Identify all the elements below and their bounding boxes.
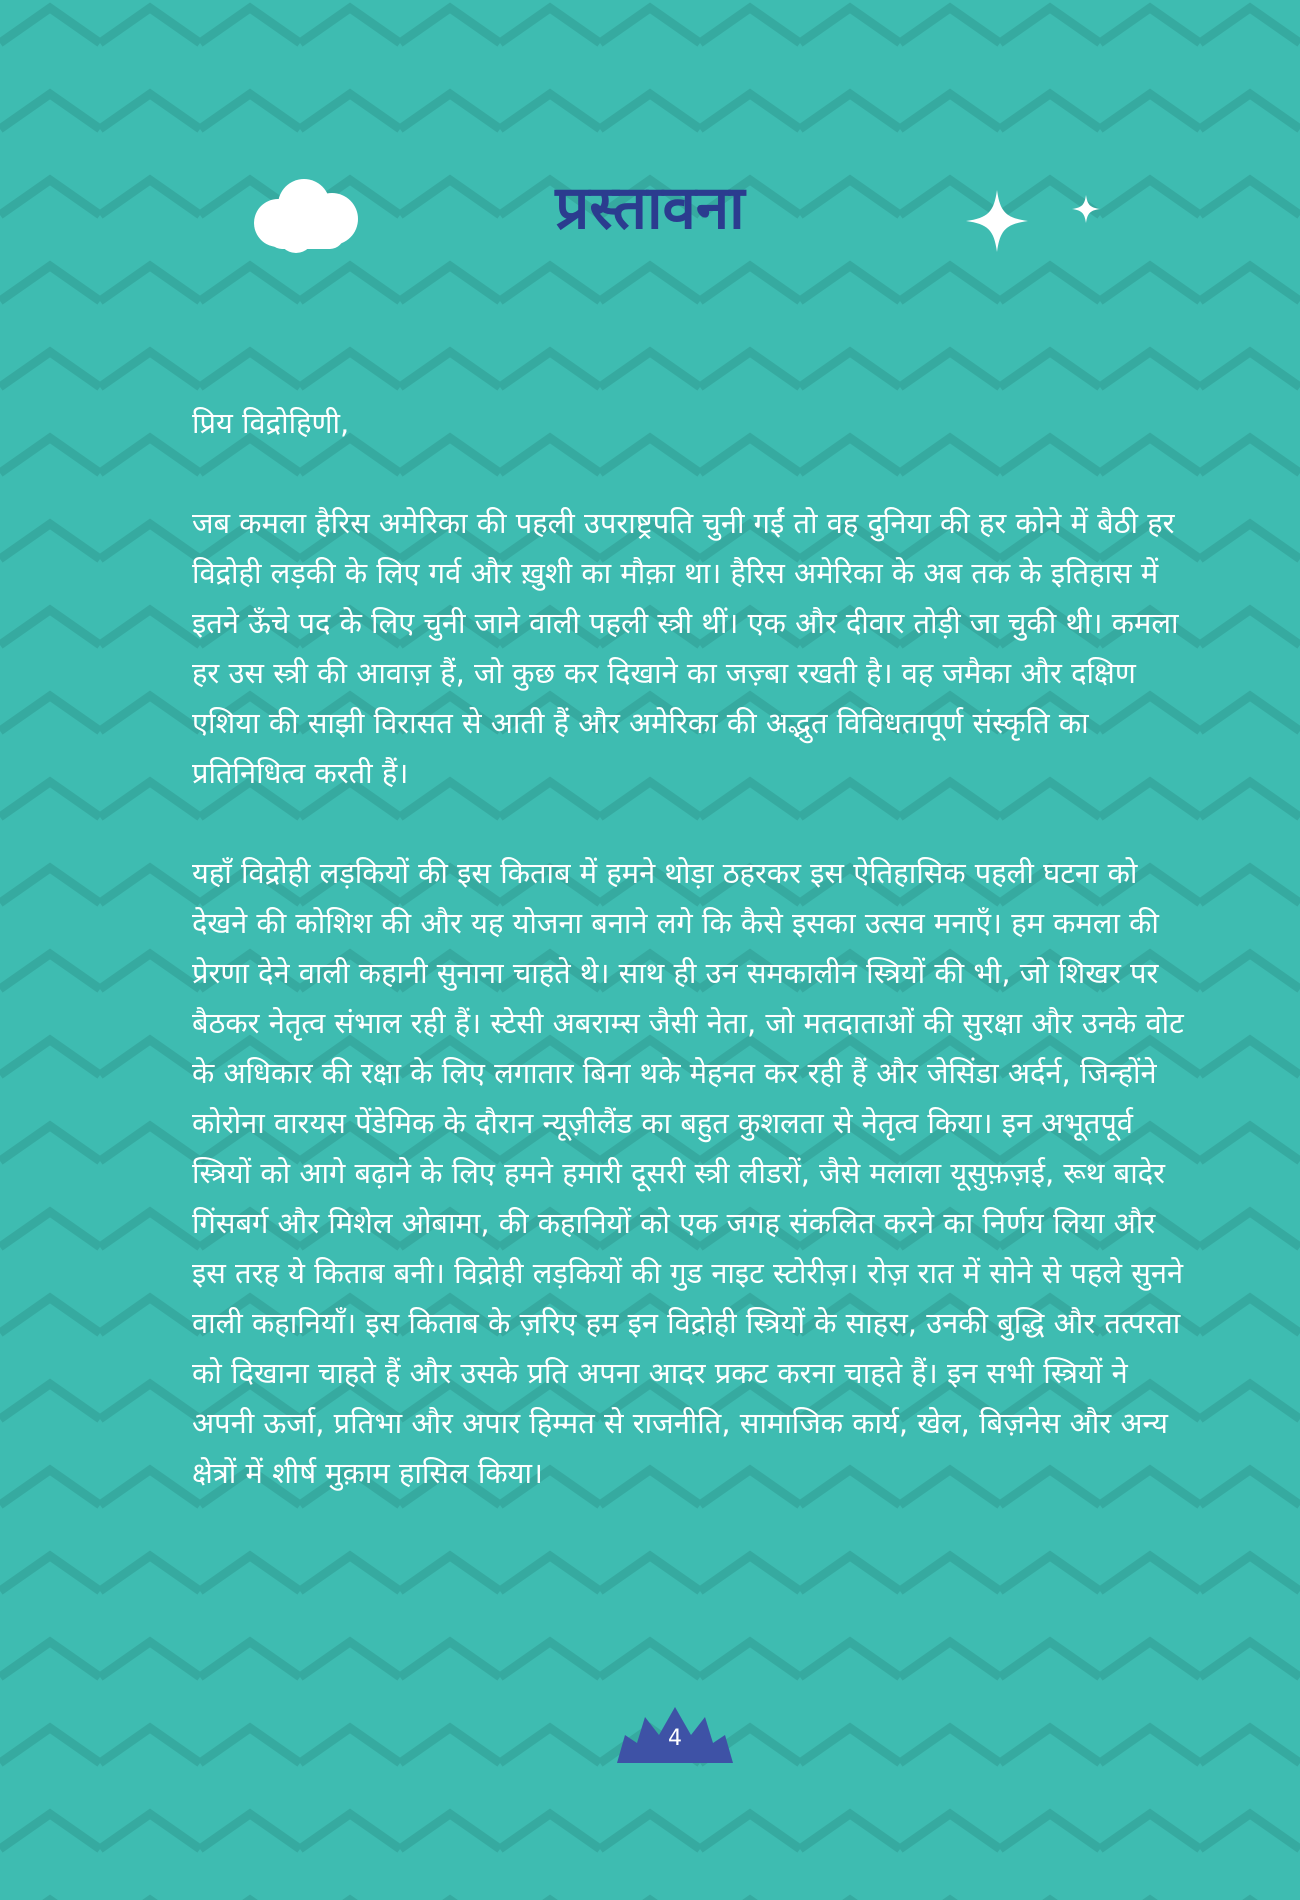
sparkle-icon bbox=[966, 190, 1028, 252]
sparkle-icon-small bbox=[1072, 195, 1100, 223]
page-title: प्रस्तावना bbox=[555, 173, 745, 243]
paragraph-2: यहाँ विद्रोही लड़कियों की इस किताब में हमने थोड़ा ठहरकर इस ऐतिहासिक पहली घटना को देखने की कोशिश की और यह योजना बनाने लगे कि कैसे इसका उत्सव मनाएँ। हम कमला की प्रेरणा देने वाली कहानी सुनाना चाहते थे। साथ ही उन समकालीन स्त्रियों की भी, जो शिखर पर बैठकर नेतृत्व संभाल रही हैं। स्टेसी अबराम्स जैसी नेता, जो मतदाताओं की सुरक्षा और उनके वोट के अधिकार की रक्षा के लिए लगातार बिना थके मेहनत कर रही हैं और जेसिंडा अर्दर्न, जिन्होंने कोरोना वारयस पेंडेमिक के दौरान न्यूज़ीलैंड का बहुत कुशलता से नेतृत्व किया। इन अभूतपूर्व स्त्रियों को आगे बढ़ाने के लिए हमने हमारी दूसरी स्त्री लीडरों, जैसे मलाला यूसुफ़ज़ई, रूथ बादेर गिंसबर्ग और मिशेल ओबामा, की कहानियों को एक जगह संकलित करने का निर्णय लिया और इस तरह ये किताब बनी। विद्रोही लड़कियों की गुड नाइट स्टोरीज़। रोज़ रात में सोने से पहले सुनने वाली कहानियाँ। इस किताब के ज़रिए हम इन विद्रोही स्त्रियों के साहस, उनकी बुद्धि और तत्परता को दिखाना चाहते हैं और उसके प्रति अपना आदर प्रकट करना चाहते हैं। इन सभी स्त्रियों ने अपनी ऊर्जा, प्रतिभा और अपार हिम्मत से राजनीति, सामाजिक कार्य, खेल, बिज़नेस और अन्य क्षेत्रों में शीर्ष मुक़ाम हासिल किया। bbox=[192, 856, 1184, 1490]
preface-body bbox=[192, 398, 1192, 1548]
paragraph-1: जब कमला हैरिस अमेरिका की पहली उपराष्ट्रपति चुनी गईं तो वह दुनिया की हर कोने में बैठी हर विद्रोही लड़की के लिए गर्व और ख़ुशी का मौक़ा था। हैरिस अमेरिका के अब तक के इतिहास में इतने ऊँचे पद के लिए चुनी जाने वाली पहली स्त्री थीं। एक और दीवार तोड़ी जा चुकी थी। कमला हर उस स्त्री की आवाज़ हैं, जो कुछ कर दिखाने का जज़्बा रखती है। वह जमैका और दक्षिण एशिया की साझी विरासत से आती हैं और अमेरिका की अद्भुत विविधतापूर्ण संस्कृति का प्रतिनिधित्व करती हैं। bbox=[192, 506, 1179, 790]
page-number: 4 bbox=[668, 1726, 682, 1751]
salutation: प्रिय विद्रोहिणी, bbox=[192, 406, 350, 440]
